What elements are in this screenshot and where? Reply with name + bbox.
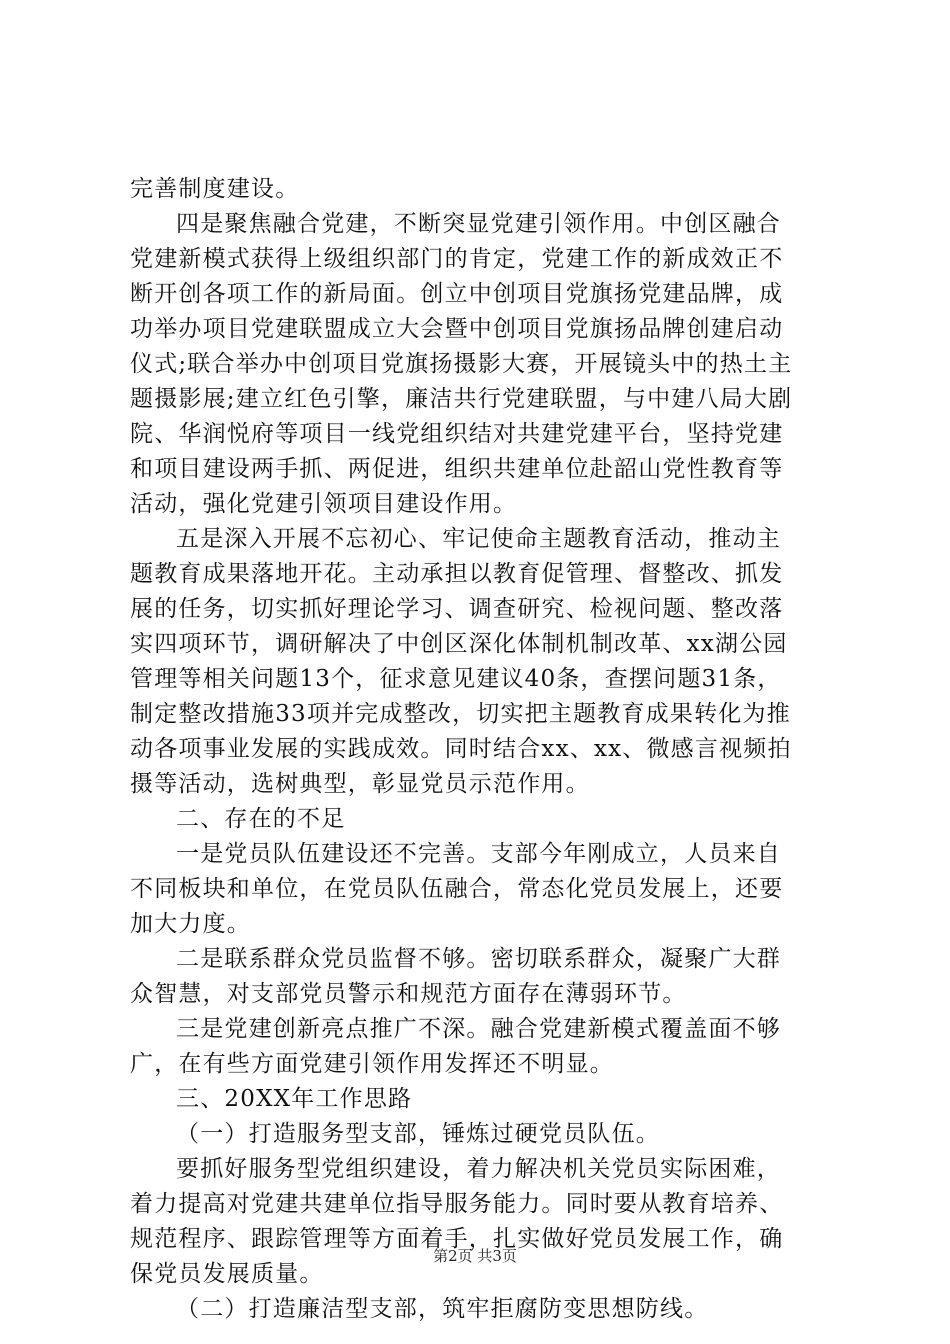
page-footer: 第2页 共3页	[433, 1247, 517, 1265]
text-line: 保党员发展质量。	[130, 1261, 324, 1287]
text-line: 完善制度建设。	[130, 176, 300, 202]
text-line: 动各项事业发展的实践成效。同时结合xx、xx、微感言视频拍	[130, 736, 792, 762]
text-line: 管理等相关问题13个，征求意见建议40条，查摆问题31条，	[130, 666, 782, 692]
text-line: 二是联系群众党员监督不够。密切联系群众，凝聚广大群	[176, 946, 781, 972]
text-line: 要抓好服务型党组织建设，着力解决机关党员实际困难，	[176, 1156, 781, 1182]
text-line: （一）打造服务型支部，锤炼过硬党员队伍。	[176, 1121, 660, 1147]
text-line: 实四项环节，调研解决了中创区深化体制机制改革、xx湖公园	[130, 631, 788, 657]
text-line: 三、20XX年工作思路	[176, 1086, 413, 1112]
text-line: 三是党建创新亮点推广不深。融合党建新模式覆盖面不够	[176, 1016, 781, 1042]
text-line: 仪式;联合举办中创项目党旗扬摄影大赛，开展镜头中的热土主	[130, 351, 793, 377]
text-line: 不同板块和单位，在党员队伍融合，常态化党员发展上，还要	[130, 876, 784, 902]
text-line: 制定整改措施33项并完成整改，切实把主题教育成果转化为推	[130, 701, 791, 727]
text-line: 功举办项目党建联盟成立大会暨中创项目党旗扬品牌创建启动	[130, 316, 784, 342]
text-line: 加大力度。	[130, 911, 251, 937]
text-line: 和项目建设两手抓、两促进，组织共建单位赴韶山党性教育等	[130, 456, 784, 482]
text-line: 四是聚焦融合党建，不断突显党建引领作用。中创区融合	[176, 211, 781, 237]
document-body	[130, 172, 820, 1327]
text-line: 院、华润悦府等项目一线党组织结对共建党建平台，坚持党建	[130, 421, 784, 447]
text-line: 题摄影展;建立红色引擎，廉洁共行党建联盟，与中建八局大剧	[130, 386, 793, 412]
text-line: 党建新模式获得上级组织部门的肯定，党建工作的新成效正不	[130, 246, 784, 272]
text-line: 活动，强化党建引领项目建设作用。	[130, 491, 518, 517]
text-line: （二）打造廉洁型支部，筑牢拒腐防变思想防线。	[176, 1296, 709, 1322]
text-line: 一是党员队伍建设还不完善。支部今年刚成立，人员来自	[176, 841, 781, 867]
text-line: 断开创各项工作的新局面。创立中创项目党旗扬党建品牌，成	[130, 281, 784, 307]
text-line: 规范程序、跟踪管理等方面着手，扎实做好党员发展工作，确	[130, 1226, 784, 1252]
text-line: 展的任务，切实抓好理论学习、调查研究、检视问题、整改落	[130, 596, 784, 622]
text-line: 题教育成果落地开花。主动承担以教育促管理、督整改、抓发	[130, 561, 784, 587]
text-line: 着力提高对党建共建单位指导服务能力。同时要从教育培养、	[130, 1191, 784, 1217]
text-line: 众智慧，对支部党员警示和规范方面存在薄弱环节。	[130, 981, 687, 1007]
text-line: 广，在有些方面党建引领作用发挥还不明显。	[130, 1051, 614, 1077]
text-line: 摄等活动，选树典型，彰显党员示范作用。	[130, 771, 590, 797]
text-line: 五是深入开展不忘初心、牢记使命主题教育活动，推动主	[176, 526, 781, 552]
text-line: 二、存在的不足	[176, 806, 346, 832]
